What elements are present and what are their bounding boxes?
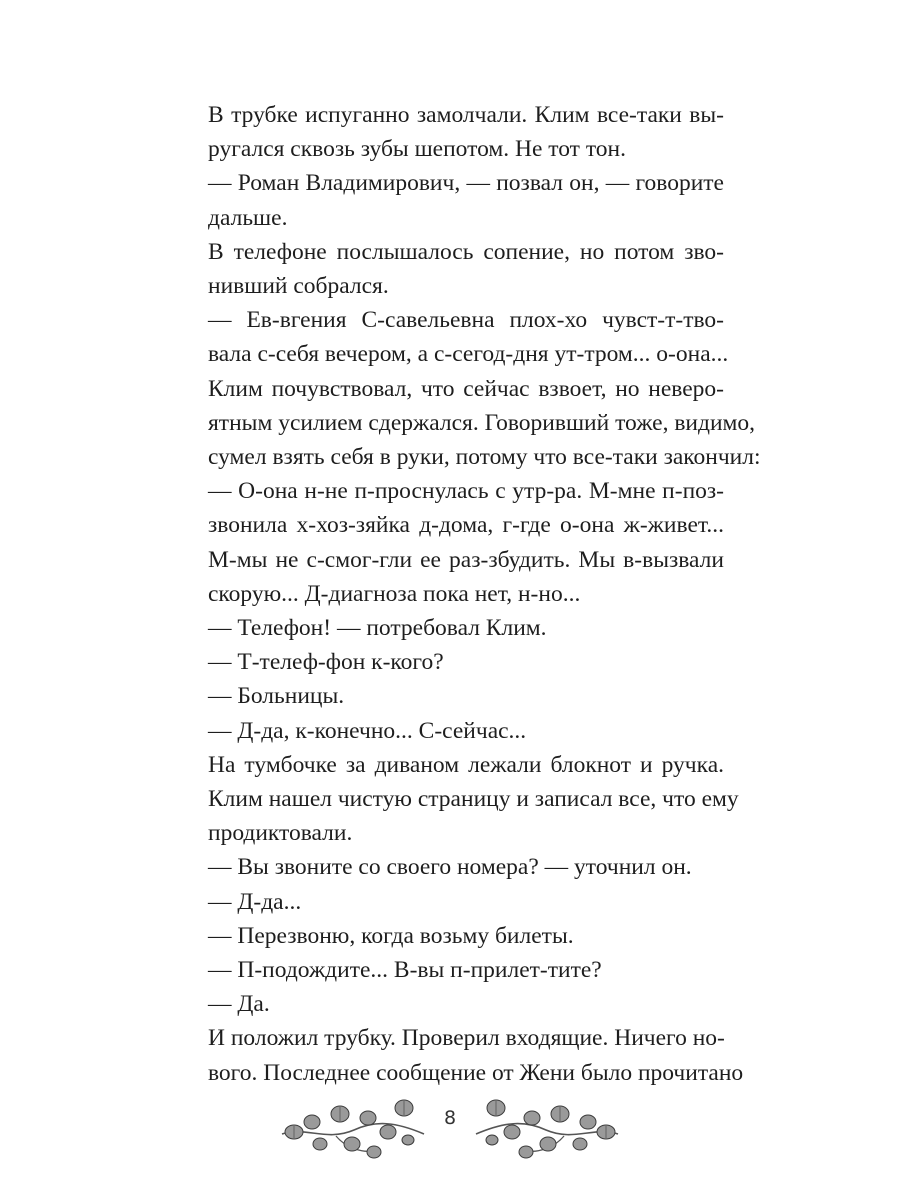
leafy-vine-icon <box>474 1090 624 1170</box>
text-line: — Вы звоните со своего номера? — уточнил он. <box>208 854 692 881</box>
paragraph <box>178 303 729 371</box>
text-line: продиктовали. <box>208 820 353 847</box>
body-text <box>178 98 761 1090</box>
text-line: дальше. <box>208 204 288 231</box>
text-line: — Ев-вгения С-савельевна плох-хо чувст-т-тво- <box>208 307 724 334</box>
text-line: В телефоне послышалось сопение, но потом зво- <box>208 238 724 265</box>
text-line: вого. Последнее сообщение от Жени было прочитано <box>208 1059 744 1086</box>
text-line: звонила х-хоз-зяйка д-дома, г-где о-она ж-живет... <box>208 512 724 539</box>
paragraph <box>178 919 724 953</box>
paragraph <box>178 953 724 987</box>
leafy-vine-icon <box>276 1090 426 1170</box>
paragraph <box>178 885 724 919</box>
text-line: — П-подождите... В-вы п-прилет-тите? <box>208 957 602 984</box>
text-line: На тумбочке за диваном лежали блокнот и ручка. <box>208 751 724 778</box>
text-line: сумел взять себя в руки, потому что все-таки закончил: <box>208 444 761 471</box>
paragraph <box>178 372 761 475</box>
text-line: М-мы не с-смог-гли ее раз-збудить. Мы в-вызвали <box>208 546 724 573</box>
text-line: — Роман Владимирович, — позвал он, — говорите <box>208 170 724 197</box>
text-line: ятным усилием сдержался. Говоривший тоже, видимо, <box>208 409 756 436</box>
text-line: — Т-телеф-фон к-кого? <box>208 649 444 676</box>
text-line: — Телефон! — потребовал Клим. <box>208 615 547 642</box>
paragraph <box>178 98 724 166</box>
text-line: Клим нашел чистую страницу и записал все, что ему <box>208 786 739 813</box>
paragraph <box>178 474 724 611</box>
text-line: — Больницы. <box>208 683 345 710</box>
page-number: 8 <box>443 1107 457 1129</box>
text-line: И положил трубку. Проверил входящие. Ничего но- <box>208 1025 725 1052</box>
text-line: — О-она н-не п-проснулась с утр-ра. М-мне п-поз- <box>208 478 724 505</box>
paragraph <box>178 166 724 234</box>
page-footer <box>0 1090 900 1170</box>
text-line: Клим почувствовал, что сейчас взвоет, но неверо- <box>208 375 724 402</box>
text-line: скорую... Д-диагноза пока нет, н-но... <box>208 580 581 607</box>
text-line: В трубке испуганно замолчали. Клим все-таки вы- <box>208 102 724 128</box>
text-line: — Д-да, к-конечно... С-сейчас... <box>208 717 527 744</box>
paragraph <box>178 748 739 851</box>
paragraph <box>178 611 724 645</box>
paragraph <box>178 679 724 713</box>
paragraph <box>178 1021 744 1089</box>
paragraph <box>178 987 724 1021</box>
paragraph <box>178 714 724 748</box>
text-line: — Д-да... <box>208 888 302 915</box>
text-line: ругался сквозь зубы шепотом. Не тот тон. <box>208 136 626 163</box>
paragraph <box>178 850 724 884</box>
text-line: вала с-себя вечером, а с-сегод-дня ут-тром... о-она... <box>208 341 729 368</box>
text-line: — Перезвоню, когда возьму билеты. <box>208 922 574 949</box>
paragraph <box>178 645 724 679</box>
text-line: — Да. <box>208 991 270 1018</box>
text-line: нивший собрался. <box>208 273 389 300</box>
paragraph <box>178 235 724 303</box>
